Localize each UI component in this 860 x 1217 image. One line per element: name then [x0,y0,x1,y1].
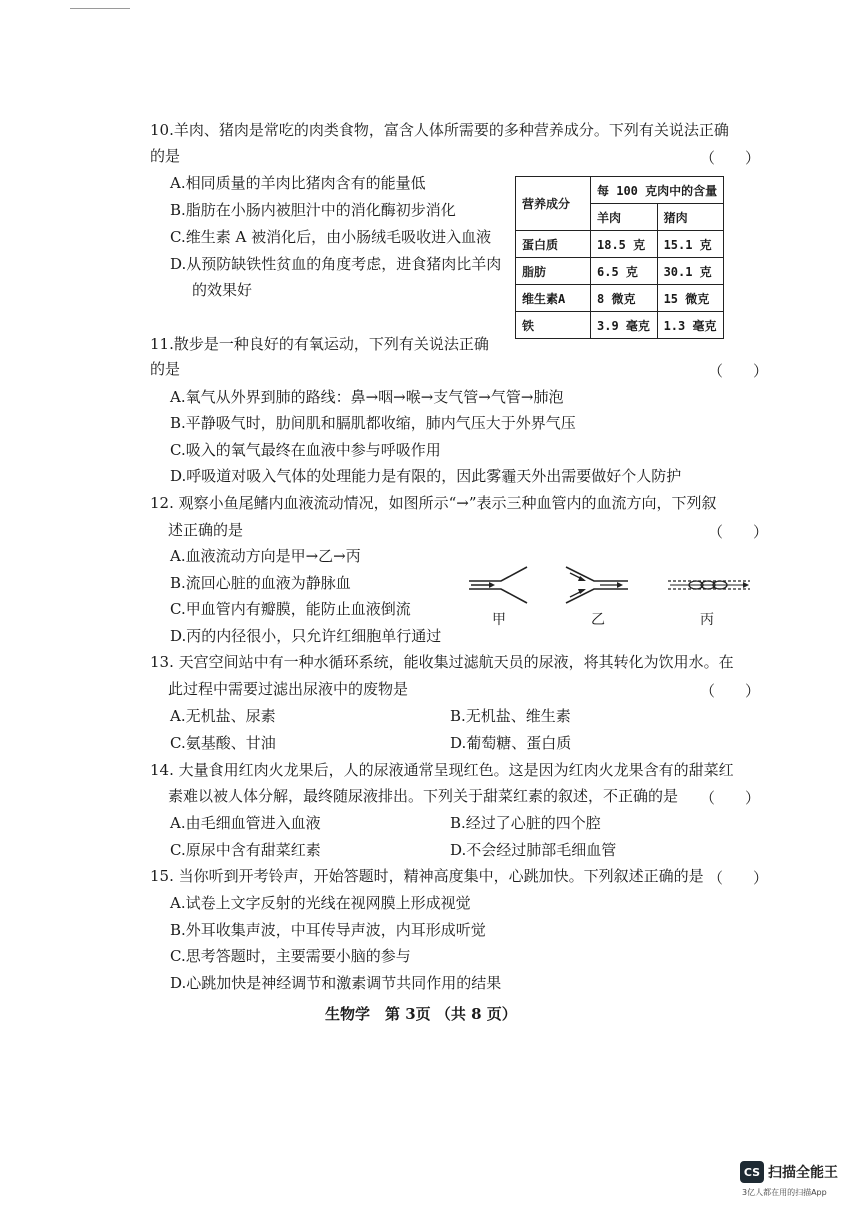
table-col-head: 营养成分 [516,177,591,231]
q11-option-c: C.吸入的氧气最终在血液中参与呼吸作用 [170,441,441,459]
q13-option-d: D.葡萄糖、蛋白质 [450,734,572,752]
q12-option-c: C.甲血管内有瓣膜，能防止血液倒流 [170,600,411,618]
q13-stem-line1: 13. 天宫空间站中有一种水循环系统，能收集过滤航天员的尿液，将其转化为饮用水。在 [150,653,734,671]
q13-stem-line2: 此过程中需要过滤出尿液中的废物是 [168,680,409,698]
q10-stem-line1: 10.羊肉、猪肉是常吃的肉类食物，富含人体所需要的多种营养成分。下列有关说法正确 [150,121,729,139]
q11-option-b: B.平静吸气时，肋间肌和膈肌都收缩，肺内气压大于外界气压 [170,414,576,432]
table-cell-mutton: 8 微克 [591,285,658,312]
camscanner-watermark [740,1161,838,1183]
table-row [516,312,724,339]
table-cell-mutton: 3.9 毫克 [591,312,658,339]
q10-option-c: C.维生素 A 被消化后，由小肠绒毛吸收进入血液 [170,228,492,246]
table-cell-pork: 15.1 克 [657,231,724,258]
camscanner-logo-icon: CS [740,1161,764,1183]
table-cell-name: 脂肪 [516,258,591,285]
vessel-jia-artery-diagram [465,565,535,605]
table-cell-pork: 30.1 克 [657,258,724,285]
table-sub-head-mutton: 羊肉 [591,204,658,231]
table-sub-head-pork: 猪肉 [657,204,724,231]
q15-stem: 15. 当你听到开考铃声，开始答题时，精神高度集中，心跳加快。下列叙述正确的是 [150,867,704,885]
q13-answer-paren: （ ） [700,682,761,700]
vessel-yi-vein-diagram [562,565,632,605]
table-cell-pork: 1.3 毫克 [657,312,724,339]
q15-option-d: D.心跳加快是神经调节和激素调节共同作用的结果 [170,974,502,992]
q11-option-d: D.呼吸道对吸入气体的处理能力是有限的，因此雾霾天外出需要做好个人防护 [170,467,682,485]
q10-option-a: A.相同质量的羊肉比猪肉含有的能量低 [170,174,426,192]
q10-stem-line2: 的是 [150,147,181,165]
page-footer: 生物学 第 3页 （共 8 页） [325,1005,517,1023]
q10-option-b: B.脂肪在小肠内被胆汁中的消化酶初步消化 [170,201,456,219]
table-cell-mutton: 18.5 克 [591,231,658,258]
q11-stem-line1: 11.散步是一种良好的有氧运动，下列有关说法正确 [150,335,489,353]
q14-answer-paren: （ ） [700,789,761,807]
q12-answer-paren: （ ） [708,523,769,541]
q14-option-b: B.经过了心脏的四个腔 [450,814,601,832]
table-cell-pork: 15 微克 [657,285,724,312]
q12-option-d: D.丙的内径很小，只允许红细胞单行通过 [170,627,442,645]
nutrition-table [515,176,724,339]
q11-answer-paren: （ ） [708,362,769,380]
vessel-label-jia: 甲 [492,612,506,628]
q14-option-a: A.由毛细血管进入血液 [170,814,321,832]
vessel-label-bing: 丙 [700,612,714,628]
q11-option-a: A.氧气从外界到肺的路线：鼻→咽→喉→支气管→气管→肺泡 [170,388,564,406]
table-cell-name: 维生素A [516,285,591,312]
table-cell-name: 蛋白质 [516,231,591,258]
q15-answer-paren: （ ） [708,869,769,887]
table-row [516,285,724,312]
q10-option-d-line2: 的效果好 [192,281,253,299]
q14-option-c: C.原尿中含有甜菜红素 [170,841,321,859]
top-scan-line [70,8,130,9]
table-row [516,258,724,285]
q13-option-b: B.无机盐、维生素 [450,707,571,725]
q14-stem-line2: 素难以被人体分解，最终随尿液排出。下列关于甜菜红素的叙述，不正确的是 [168,787,679,805]
q14-option-d: D.不会经过肺部毛细血管 [450,841,617,859]
q10-option-d-line1: D.从预防缺铁性贫血的角度考虑，进食猪肉比羊肉 [170,255,502,273]
vessel-bing-capillary-diagram [666,572,752,598]
table-group-head: 每 100 克肉中的含量 [591,177,724,204]
q15-option-a: A.试卷上文字反射的光线在视网膜上形成视觉 [170,894,471,912]
q11-stem-line2: 的是 [150,360,181,378]
camscanner-name: 扫描全能王 [768,1165,838,1181]
q10-answer-paren: （ ） [700,149,761,167]
vessel-label-yi: 乙 [591,612,605,628]
q13-option-c: C.氨基酸、甘油 [170,734,276,752]
q12-option-b: B.流回心脏的血液为静脉血 [170,574,351,592]
q13-option-a: A.无机盐、尿素 [170,707,276,725]
q15-option-b: B.外耳收集声波，中耳传导声波，内耳形成听觉 [170,921,486,939]
table-row [516,231,724,258]
table-cell-mutton: 6.5 克 [591,258,658,285]
q12-stem-line1: 12. 观察小鱼尾鳍内血液流动情况，如图所示“→”表示三种血管内的血流方向，下列叙 [150,494,717,512]
q12-option-a: A.血液流动方向是甲→乙→丙 [170,547,361,565]
camscanner-tagline: 3亿人都在用的扫描App [742,1188,827,1197]
q14-stem-line1: 14. 大量食用红肉火龙果后，人的尿液通常呈现红色。这是因为红肉火龙果含有的甜菜红 [150,761,734,779]
q12-stem-line2: 述正确的是 [168,521,244,539]
q15-option-c: C.思考答题时，主要需要小脑的参与 [170,947,411,965]
table-cell-name: 铁 [516,312,591,339]
